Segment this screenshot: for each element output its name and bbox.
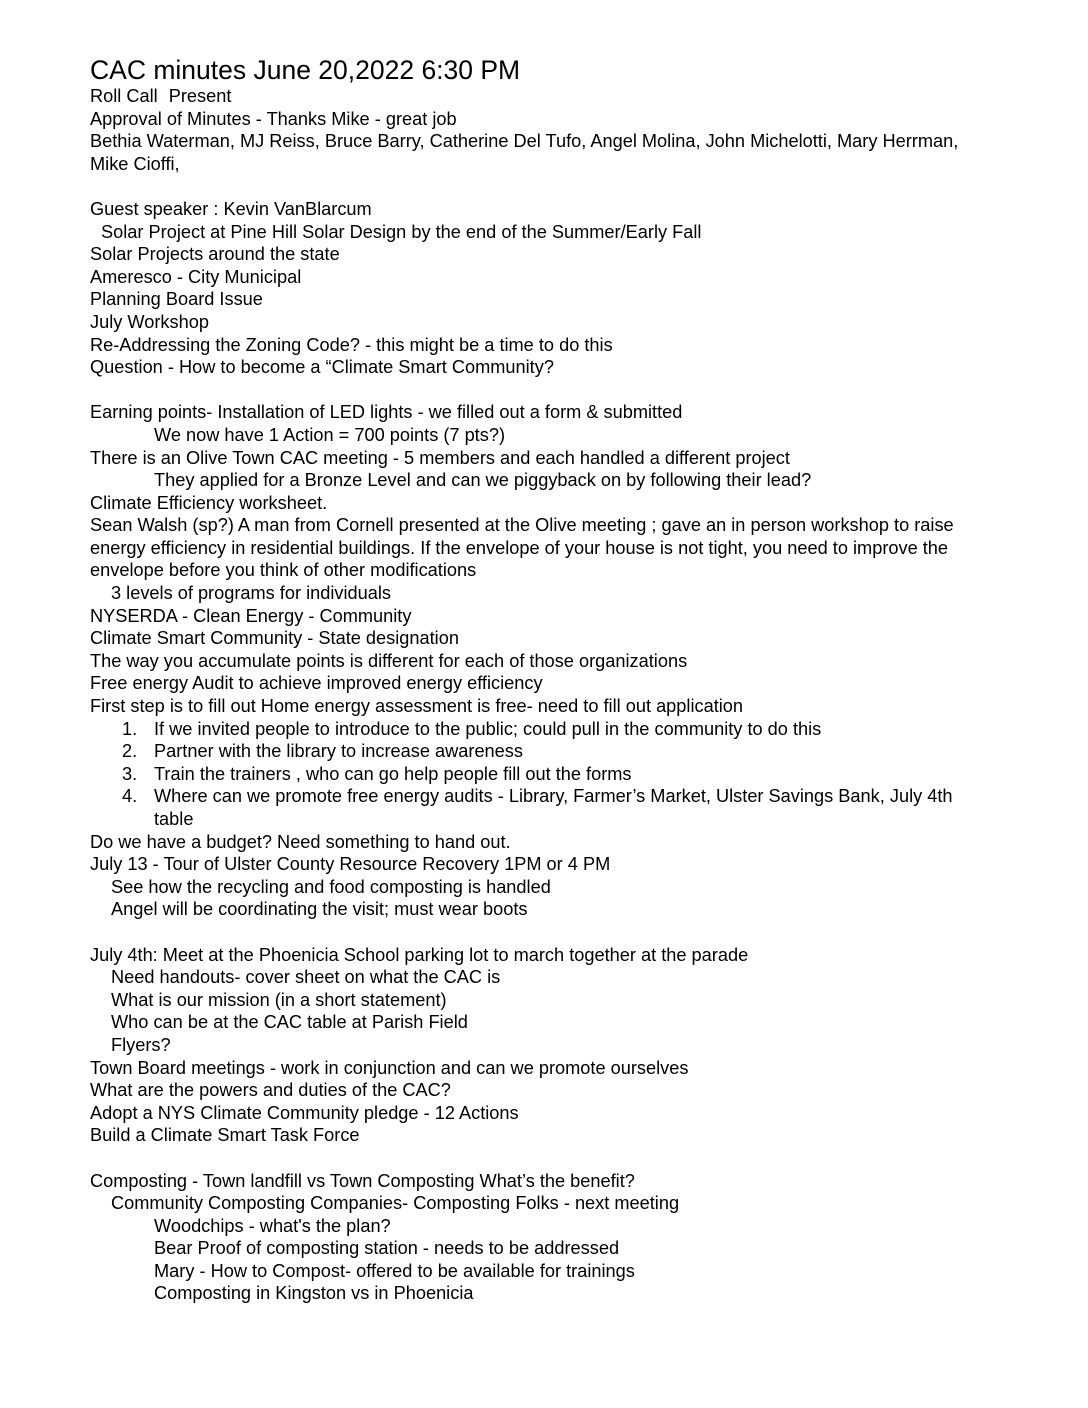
olive-meeting-line: There is an Olive Town CAC meeting - 5 members and each handled a different project: [90, 447, 790, 468]
program-line: Free energy Audit to achieve improved energy efficiency: [90, 673, 543, 694]
program-line: NYSERDA - Clean Energy - Community: [90, 605, 412, 626]
town-line: Build a Climate Smart Task Force: [90, 1125, 360, 1146]
composting-subsub: Mary - How to Compost- offered to be available for trainings: [154, 1260, 635, 1281]
tour-sub: Angel will be coordinating the visit; must wear boots: [111, 899, 528, 920]
roll-call-line: [90, 85, 990, 108]
programs-line: 3 levels of programs for individuals: [111, 583, 392, 604]
attendees-line: Bethia Waterman, MJ Reiss, Bruce Barry, Catherine Del Tufo, Angel Molina, John Michelotti, Mary Herrman, Mike Cioffi,: [90, 131, 959, 174]
list-item: [90, 785, 990, 830]
sean-walsh-paragraph: Sean Walsh (sp?) A man from Cornell presented at the Olive meeting ; gave an in person workshop to raise energy efficiency in residential buildings. If the envelope of your house is not tight, you need to improve the envelope before you think of other modifications: [90, 515, 954, 581]
guest-item: Re-Addressing the Zoning Code? - this might be a time to do this: [90, 334, 613, 355]
program-line: First step is to fill out Home energy assessment is free- need to fill out application: [90, 696, 744, 717]
list-number: 4.: [122, 786, 138, 807]
list-item-text: Partner with the library to increase awareness: [154, 741, 523, 762]
spacer: [90, 379, 990, 402]
july4-line: July 4th: Meet at the Phoenicia School parking lot to march together at the parade: [90, 944, 749, 965]
program-line: Climate Smart Community - State designation: [90, 628, 459, 649]
july4-sub: Need handouts- cover sheet on what the CAC is: [111, 967, 501, 988]
budget-line: Do we have a budget? Need something to hand out.: [90, 831, 511, 852]
guest-item: Ameresco - City Municipal: [90, 266, 302, 287]
spacer: [90, 1147, 990, 1170]
solar-project-line: Solar Project at Pine Hill Solar Design by the end of the Summer/Early Fall: [101, 221, 702, 242]
composting-line: Composting - Town landfill vs Town Composting What’s the benefit?: [90, 1170, 635, 1191]
spacer: [90, 921, 990, 944]
tour-line: July 13 - Tour of Ulster County Resource Recovery 1PM or 4 PM: [90, 854, 611, 875]
list-number: 2.: [122, 741, 138, 762]
list-number: 1.: [122, 718, 138, 739]
roll-call-label: Roll Call: [90, 86, 158, 106]
minutes-body: [90, 85, 990, 1305]
july4-sub: What is our mission (in a short statement): [111, 989, 447, 1010]
guest-item: Solar Projects around the state: [90, 244, 340, 265]
list-item-text: Where can we promote free energy audits - Library, Farmer’s Market, Ulster Savings Bank, July 4th table: [154, 786, 953, 829]
composting-subsub: Bear Proof of composting station - needs to be addressed: [154, 1238, 620, 1259]
spacer: [90, 175, 990, 198]
guest-item: Planning Board Issue: [90, 289, 263, 310]
olive-meeting-sub: They applied for a Bronze Level and can we piggyback on by following their lead?: [154, 470, 812, 491]
guest-item: Question - How to become a “Climate Smart Community?: [90, 357, 554, 378]
list-item-text: If we invited people to introduce to the public; could pull in the community to do this: [154, 718, 822, 739]
page-title: CAC minutes June 20,2022 6:30 PM: [90, 55, 521, 85]
composting-subsub: Woodchips - what's the plan?: [154, 1215, 391, 1236]
town-line: Adopt a NYS Climate Community pledge - 12 Actions: [90, 1102, 519, 1123]
july4-sub: Who can be at the CAC table at Parish Field: [111, 1012, 468, 1033]
earning-points-line: Earning points- Installation of LED lights - we filled out a form & submitted: [90, 402, 683, 423]
earning-points-sub: We now have 1 Action = 700 points (7 pts?): [154, 424, 505, 445]
program-line: The way you accumulate points is different for each of those organizations: [90, 650, 688, 671]
approval-line: Approval of Minutes - Thanks Mike - great job: [90, 108, 457, 129]
list-item: [90, 718, 990, 741]
tour-sub: See how the recycling and food composting is handled: [111, 876, 551, 897]
list-item: [90, 740, 990, 763]
list-item: [90, 763, 990, 786]
town-line: What are the powers and duties of the CAC?: [90, 1080, 451, 1101]
list-item-text: Train the trainers , who can go help people fill out the forms: [154, 763, 632, 784]
roll-call-status: Present: [168, 86, 232, 106]
list-number: 3.: [122, 763, 138, 784]
efficiency-worksheet-line: Climate Efficiency worksheet.: [90, 492, 328, 513]
guest-speaker-line: Guest speaker : Kevin VanBlarcum: [90, 198, 372, 219]
numbered-list: [90, 718, 990, 831]
guest-item: July Workshop: [90, 311, 209, 332]
composting-sub: Community Composting Companies- Composting Folks - next meeting: [111, 1193, 680, 1214]
july4-sub: Flyers?: [111, 1034, 171, 1055]
composting-subsub: Composting in Kingston vs in Phoenicia: [154, 1283, 474, 1304]
town-line: Town Board meetings - work in conjunction and can we promote ourselves: [90, 1057, 689, 1078]
